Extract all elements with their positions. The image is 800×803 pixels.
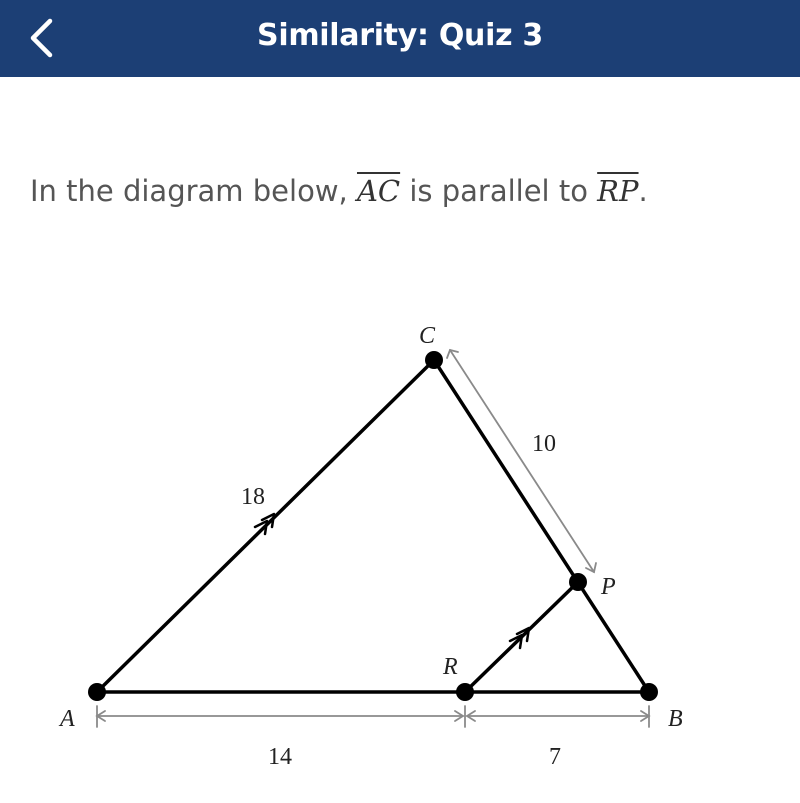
label-b: B (668, 706, 683, 732)
dimension-cp (447, 350, 596, 572)
page-title: Similarity: Quiz 3 (257, 18, 543, 53)
label-r: R (443, 654, 458, 680)
length-ar: 14 (268, 744, 292, 770)
label-c: C (419, 323, 436, 349)
length-ac: 18 (241, 484, 265, 510)
length-cp: 10 (532, 431, 556, 457)
prompt-text-before: In the diagram below, (30, 174, 357, 208)
point-p (569, 573, 587, 591)
label-p: P (601, 574, 616, 600)
point-a (88, 683, 106, 701)
side-cb (434, 360, 649, 692)
parallel-marker-ac (255, 514, 274, 534)
length-rb: 7 (549, 744, 561, 770)
segment-rp: $\overline{RP}$ (597, 174, 639, 208)
prompt-text-after: . (638, 174, 648, 208)
point-b (640, 683, 658, 701)
dimension-rb (467, 706, 649, 727)
prompt-text-middle: is parallel to (400, 174, 598, 208)
point-c (425, 351, 443, 369)
label-a: A (60, 706, 75, 732)
dimension-ar (97, 706, 465, 727)
point-r (456, 683, 474, 701)
segment-ac: $\overline{AC}$ (356, 174, 401, 208)
